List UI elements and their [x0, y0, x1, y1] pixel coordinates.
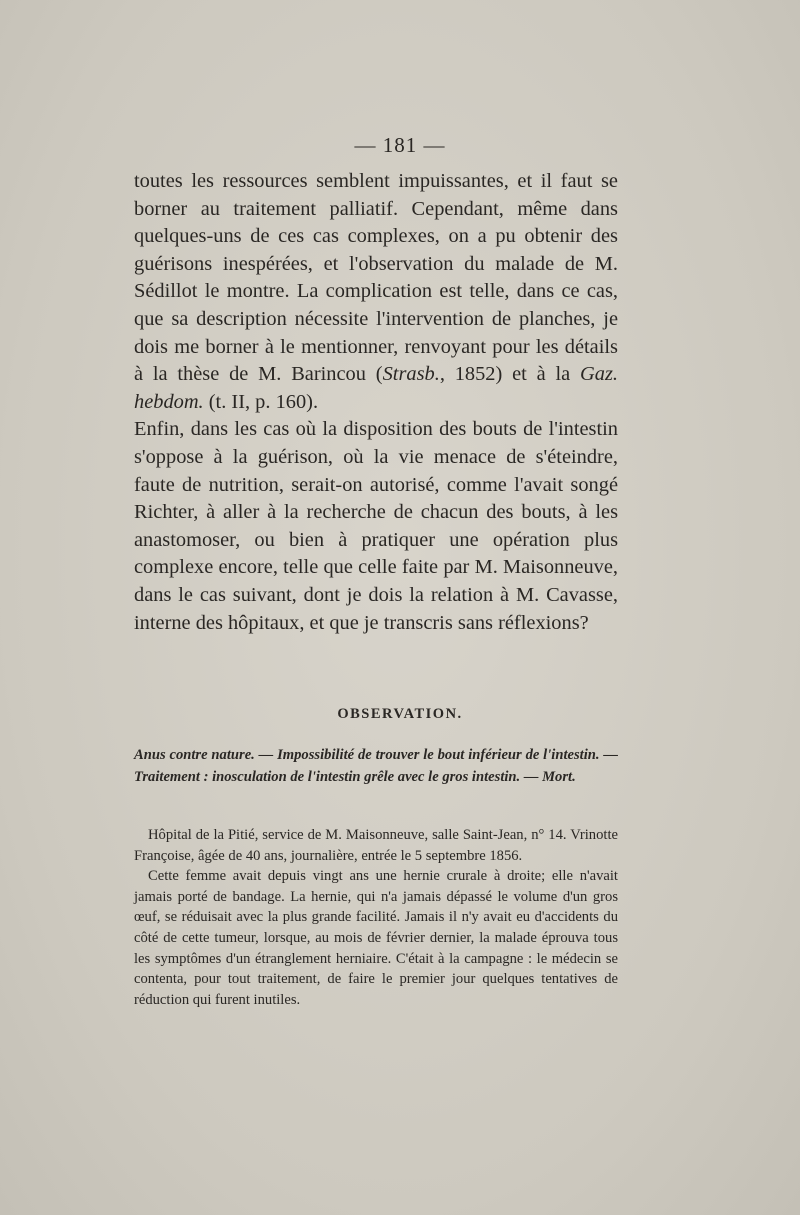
paragraph-1-text: toutes les ressources semblent impuissantes, et il faut se borner au traitement palliatif. Cependant, même dans quelques-uns de ces cas complexes, on a pu obtenir des guérisons inespérées, et l'observation du malade de M. Sédillot le montre. La complication est telle, dans ce cas, que sa description nécessite l'intervention de planches, je dois me borner à le mentionner, renvoyant pour les détails à la thèse de M. Barincou — [134, 170, 618, 386]
observation-text — [134, 825, 618, 1010]
observation-heading: OBSERVATION. — [337, 706, 463, 722]
paragraph-1 — [134, 168, 618, 416]
observation-paragraph-1: Hôpital de la Pitié, service de M. Maisonneuve, salle Saint-Jean, n° 14. Vrinotte Françoise, âgée de 40 ans, journalière, entrée le 5 septembre 1856. — [134, 827, 618, 864]
citation-gaz-rest: (t. II, p. 160). — [203, 390, 319, 413]
observation-summary: Anus contre nature. — Impossibilité de trouver le bout inférieur de l'intestin. — Traitement : inosculation de l'intestin grêle avec le gros intestin. — Mort. — [134, 747, 618, 785]
citation-strasb-rest: , 1852) et à la — [439, 363, 581, 386]
paragraph-2: Enfin, dans les cas où la disposition des bouts de l'intestin s'oppose à la guérison, où la vie menace de s'éteindre, faute de nutrition, serait-on autorisé, comme l'avait songé Richter, à aller à la recherche de chacun des bouts, à les anastomoser, ou bien à pratiquer une opération plus complexe encore, telle que celle faite par M. Maisonneuve, dans le cas suivant, dont je dois la relation à M. Cavasse, interne des hôpitaux, et que je transcris sans réflexions? — [134, 418, 618, 634]
citation-open: ( — [375, 363, 383, 386]
observation-paragraph-2: Cette femme avait depuis vingt ans une hernie crurale à droite; elle n'avait jamais porté de bandage. La hernie, qui n'a jamais dépassé le volume d'un gros œuf, se réduisait avec la plus grande facilité. Jamais il n'y avait eu d'accidents du côté de cette tumeur, lorsque, au mois de février dernier, la malade éprouva tous les symptômes d'un étranglement herniaire. C'était à la campagne : le médecin se contenta, pour tout traitement, de faire le premier jour quelques tentatives de réduction qui furent inutiles. — [134, 868, 618, 1008]
citation-gaz-hebdom: Gaz. hebdom. — [134, 363, 618, 413]
page-number: — 181 — — [354, 133, 446, 157]
citation-strasb: Strasb. — [382, 363, 440, 386]
body-text — [134, 168, 618, 637]
